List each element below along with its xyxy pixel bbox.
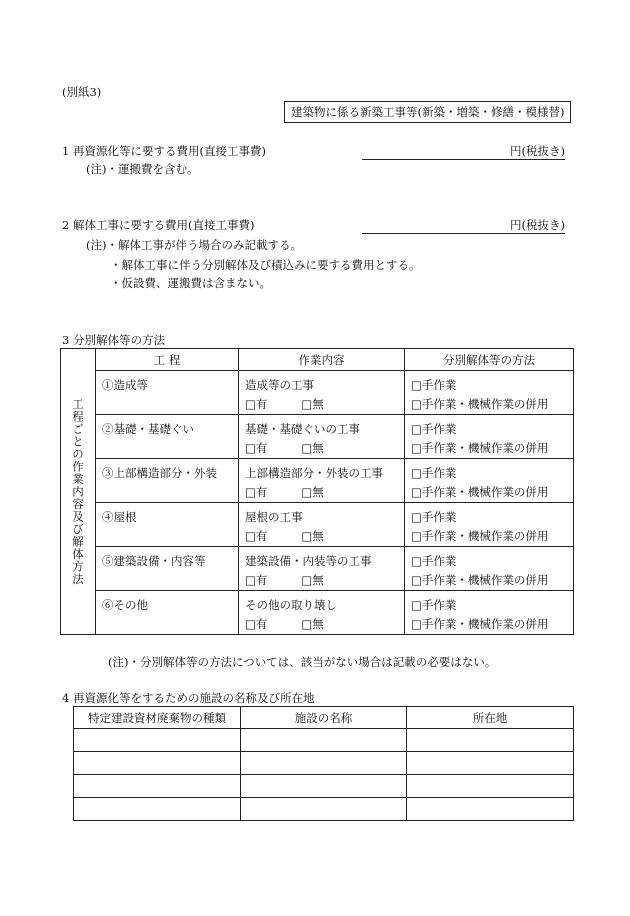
demolition-method-table xyxy=(60,348,574,635)
section1-note: (注)・運搬費を含む。 xyxy=(86,162,199,176)
section2-amount-suffix: 円(税抜き) xyxy=(510,218,565,232)
section2-note: (注)・解体工事が伴う場合のみ記載する。 xyxy=(86,238,302,252)
column-header: 工 程 xyxy=(96,349,239,371)
method-cell xyxy=(405,591,574,635)
combined-checkbox[interactable]: □手作業・機械作業の併用 xyxy=(411,573,549,587)
section2-note: ・仮設費、運搬費は含まない。 xyxy=(110,276,271,290)
section1-heading: 1 再資源化等に要する費用(直接工事費) xyxy=(62,144,266,158)
section2-heading: 2 解体工事に要する費用(直接工事費) xyxy=(62,218,255,232)
work-cell: 造成等の工事 □有 □無 xyxy=(239,371,405,415)
form-title: 建築物に係る新築工事等(新築・増築・修繕・模様替) xyxy=(284,101,571,123)
has-checkbox[interactable]: □有 xyxy=(245,485,268,499)
facility-name-field[interactable] xyxy=(241,775,407,798)
manual-checkbox[interactable]: □手作業 xyxy=(411,378,457,392)
waste-type-field[interactable] xyxy=(74,775,241,798)
none-checkbox[interactable]: □無 xyxy=(301,573,324,587)
combined-checkbox[interactable]: □手作業・機械作業の併用 xyxy=(411,397,549,411)
location-field[interactable] xyxy=(407,752,574,775)
column-header: 施設の名称 xyxy=(241,707,407,729)
table-row xyxy=(74,752,574,775)
section2-note: ・解体工事に伴う分別解体及び積込みに要する費用とする。 xyxy=(110,258,421,272)
has-checkbox[interactable]: □有 xyxy=(245,573,268,587)
process-cell: ⑤建築設備・内容等 xyxy=(96,547,239,591)
section1-amount-field[interactable] xyxy=(362,143,565,160)
attachment-label: (別紙3) xyxy=(62,85,102,99)
method-cell xyxy=(405,459,574,503)
work-cell: 上部構造部分・外装の工事 □有 □無 xyxy=(239,459,405,503)
combined-checkbox[interactable]: □手作業・機械作業の併用 xyxy=(411,617,549,631)
column-header: 所在地 xyxy=(407,707,574,729)
has-checkbox[interactable]: □有 xyxy=(245,441,268,455)
work-cell: その他の取り壊し □有 □無 xyxy=(239,591,405,635)
has-checkbox[interactable]: □有 xyxy=(245,529,268,543)
location-field[interactable] xyxy=(407,775,574,798)
waste-type-field[interactable] xyxy=(74,729,241,752)
section3-note: (注)・分別解体等の方法については、該当がない場合は記載の必要はない。 xyxy=(108,655,497,669)
method-cell xyxy=(405,503,574,547)
none-checkbox[interactable]: □無 xyxy=(301,397,324,411)
work-cell: 基礎・基礎ぐいの工事 □有 □無 xyxy=(239,415,405,459)
side-label: 工程ごとの作業内容及び解体方法 xyxy=(61,349,96,635)
work-cell: 屋根の工事 □有 □無 xyxy=(239,503,405,547)
work-cell: 建築設備・内装等の工事 □有 □無 xyxy=(239,547,405,591)
facility-table xyxy=(73,706,574,821)
has-checkbox[interactable]: □有 xyxy=(245,397,268,411)
table-row xyxy=(74,729,574,752)
process-cell: ②基礎・基礎ぐい xyxy=(96,415,239,459)
has-checkbox[interactable]: □有 xyxy=(245,617,268,631)
facility-name-field[interactable] xyxy=(241,752,407,775)
method-cell xyxy=(405,415,574,459)
section2-amount-field[interactable] xyxy=(362,217,565,234)
none-checkbox[interactable]: □無 xyxy=(301,441,324,455)
column-header: 特定建設資材廃棄物の種類 xyxy=(74,707,241,729)
combined-checkbox[interactable]: □手作業・機械作業の併用 xyxy=(411,441,549,455)
section1-amount-suffix: 円(税抜き) xyxy=(510,144,565,158)
method-cell xyxy=(405,547,574,591)
manual-checkbox[interactable]: □手作業 xyxy=(411,510,457,524)
table-row xyxy=(74,798,574,821)
none-checkbox[interactable]: □無 xyxy=(301,617,324,631)
table-row xyxy=(74,775,574,798)
process-cell: ④屋根 xyxy=(96,503,239,547)
manual-checkbox[interactable]: □手作業 xyxy=(411,422,457,436)
waste-type-field[interactable] xyxy=(74,752,241,775)
process-cell: ⑥その他 xyxy=(96,591,239,635)
none-checkbox[interactable]: □無 xyxy=(301,485,324,499)
none-checkbox[interactable]: □無 xyxy=(301,529,324,543)
manual-checkbox[interactable]: □手作業 xyxy=(411,598,457,612)
manual-checkbox[interactable]: □手作業 xyxy=(411,466,457,480)
process-cell: ③上部構造部分・外装 xyxy=(96,459,239,503)
manual-checkbox[interactable]: □手作業 xyxy=(411,554,457,568)
location-field[interactable] xyxy=(407,798,574,821)
section4-heading: 4 再資源化等をするための施設の名称及び所在地 xyxy=(62,691,315,705)
location-field[interactable] xyxy=(407,729,574,752)
waste-type-field[interactable] xyxy=(74,798,241,821)
facility-name-field[interactable] xyxy=(241,798,407,821)
process-cell: ①造成等 xyxy=(96,371,239,415)
column-header: 分別解体等の方法 xyxy=(405,349,574,371)
combined-checkbox[interactable]: □手作業・機械作業の併用 xyxy=(411,485,549,499)
method-cell xyxy=(405,371,574,415)
column-header: 作業内容 xyxy=(239,349,405,371)
facility-name-field[interactable] xyxy=(241,729,407,752)
section3-heading: 3 分別解体等の方法 xyxy=(62,333,165,347)
combined-checkbox[interactable]: □手作業・機械作業の併用 xyxy=(411,529,549,543)
